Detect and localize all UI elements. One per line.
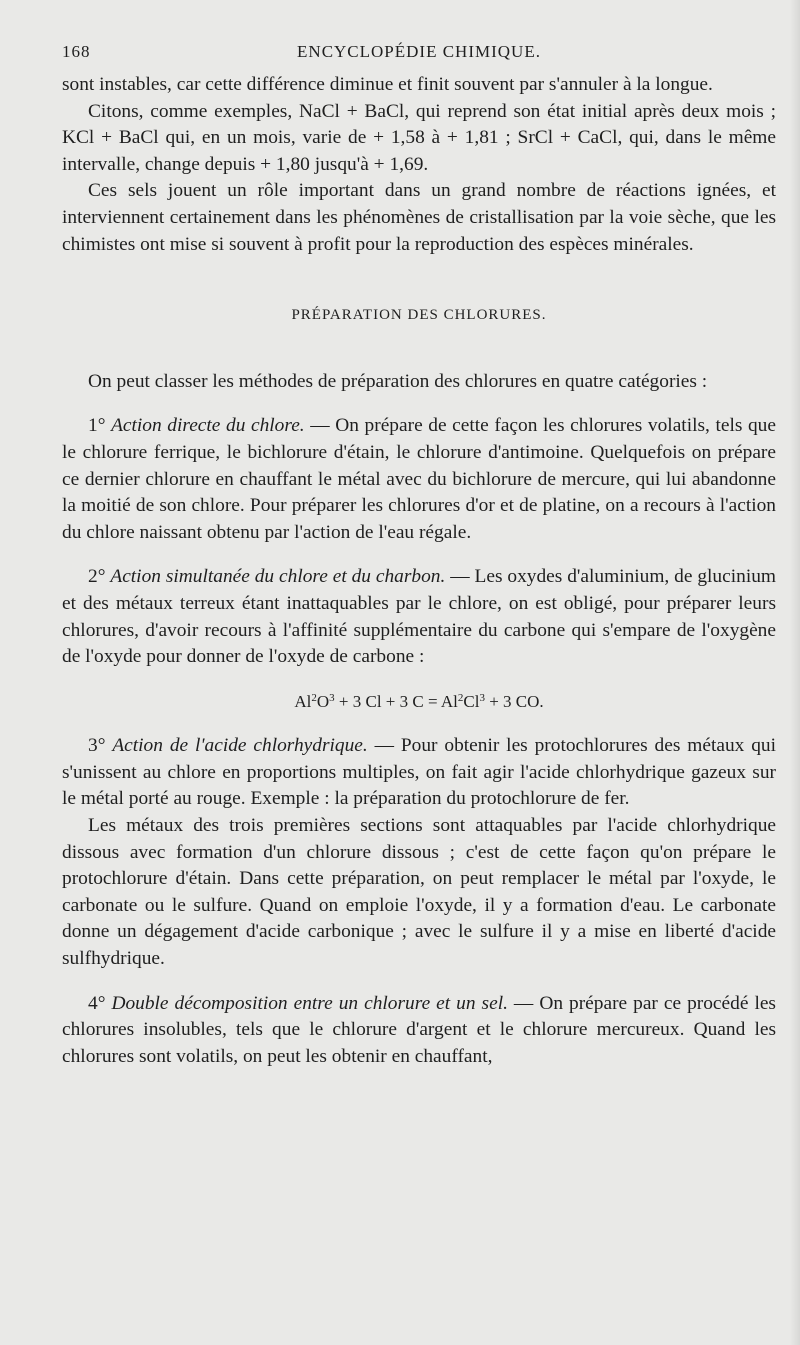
method-4-number: 4° [88, 992, 106, 1014]
method-2-title: Action simultanée du chlore et du charbon. [110, 566, 446, 588]
method-2-text: — Les oxydes d'aluminium, de glucinium et des métaux terreux étant inattaquables par le chlore, on est obligé, pour préparer leurs chlorures, d'avoir recours à l'affinité supplémentaire du carbone qui s'empare de l'oxygène de l'oxyde pour donner de l'oxyde de carbone : [62, 566, 776, 668]
method-1-number: 1° [88, 415, 106, 437]
paragraph-examples: Citons, comme exemples, NaCl + BaCl, qui reprend son état initial après deux mois ; KCl + BaCl qui, en un mois, varie de + 1,58 à + 1,81 ; SrCl + CaCl, qui, dans le même intervalle, change depuis + 1,80 jusqu'à + 1,69. [62, 100, 776, 175]
method-4-paragraph [62, 991, 776, 1071]
method-1-paragraph [62, 413, 776, 546]
page-header [62, 42, 776, 66]
method-2-paragraph [62, 564, 776, 670]
method-4-title: Double décomposition entre un chlorure et un sel. [111, 992, 508, 1014]
method-3-number: 3° [88, 735, 106, 757]
method-3-paragraph [62, 733, 776, 813]
method-2-number: 2° [88, 566, 106, 588]
chemical-equation: $Al^2O^3 + 3$ Cl + 3 $C = Al^2Cl^3 + 3$ CO. [294, 691, 544, 711]
method-4-text: — On prépare par ce procédé les chlorures insolubles, tels que le chlorure d'argent et le chlorure mercureux. Quand les chlorures sont volatils, on peut les obtenir en chauffant, [62, 992, 776, 1067]
page-edge-shadow [790, 0, 800, 1345]
method-3-text: — Pour obtenir les protochlorures des métaux qui s'unissent au chlore en proportions multiples, on fait agir l'acide chlorhydrique gazeux sur le métal porté au rouge. Exemple : la préparation du protochlorure de fer. [62, 735, 776, 810]
paragraph-hydrochloric-details: Les métaux des trois premières sections sont attaquables par l'acide chlorhydrique dissous avec formation d'un chlorure dissous ; c'est de cette façon qu'on prépare le protochlorure d'étain. Dans cette préparation, on peut remplacer le métal par l'oxyde, le carbonate ou le sulfure. Quand on emploie l'oxyde, il y a formation d'eau. Le carbonate donne un dégagement d'acide carbonique ; avec le sulfure il y a mise en liberté d'acide sulfhydrique. [62, 815, 776, 970]
method-1-title: Action directe du chlore. [111, 415, 305, 437]
section-title: PRÉPARATION DES CHLORURES. [291, 307, 547, 324]
page-number: 168 [62, 42, 91, 61]
page-body [62, 72, 776, 1070]
paragraph-intro-categories: On peut classer les méthodes de préparation des chlorures en quatre catégories : [88, 370, 708, 392]
running-head: ENCYCLOPÉDIE CHIMIQUE. [297, 42, 541, 61]
paragraph-continuation: sont instables, car cette différence diminue et finit souvent par s'annuler à la longue. [62, 74, 713, 95]
paragraph-igneous-reactions: Ces sels jouent un rôle important dans un grand nombre de réactions ignées, et interviennent certainement dans les phénomènes de cristallisation par la voie sèche, que les chimistes ont mise si souvent à profit pour la reproduction des espèces minérales. [62, 180, 776, 255]
method-1-text: — On prépare de cette façon les chlorures volatils, tels que le chlorure ferrique, le bichlorure d'étain, le chlorure d'antimoine. Quelquefois on prépare ce dernier chlorure en chauffant le métal avec du bichlorure de mercure, qui lui abandonne la moitié de son chlore. Pour préparer les chlorures d'or et de platine, on a recours à l'action du chlore naissant obtenu par l'action de l'eau régale. [62, 415, 776, 543]
method-3-title: Action de l'acide chlorhydrique. [112, 735, 368, 757]
